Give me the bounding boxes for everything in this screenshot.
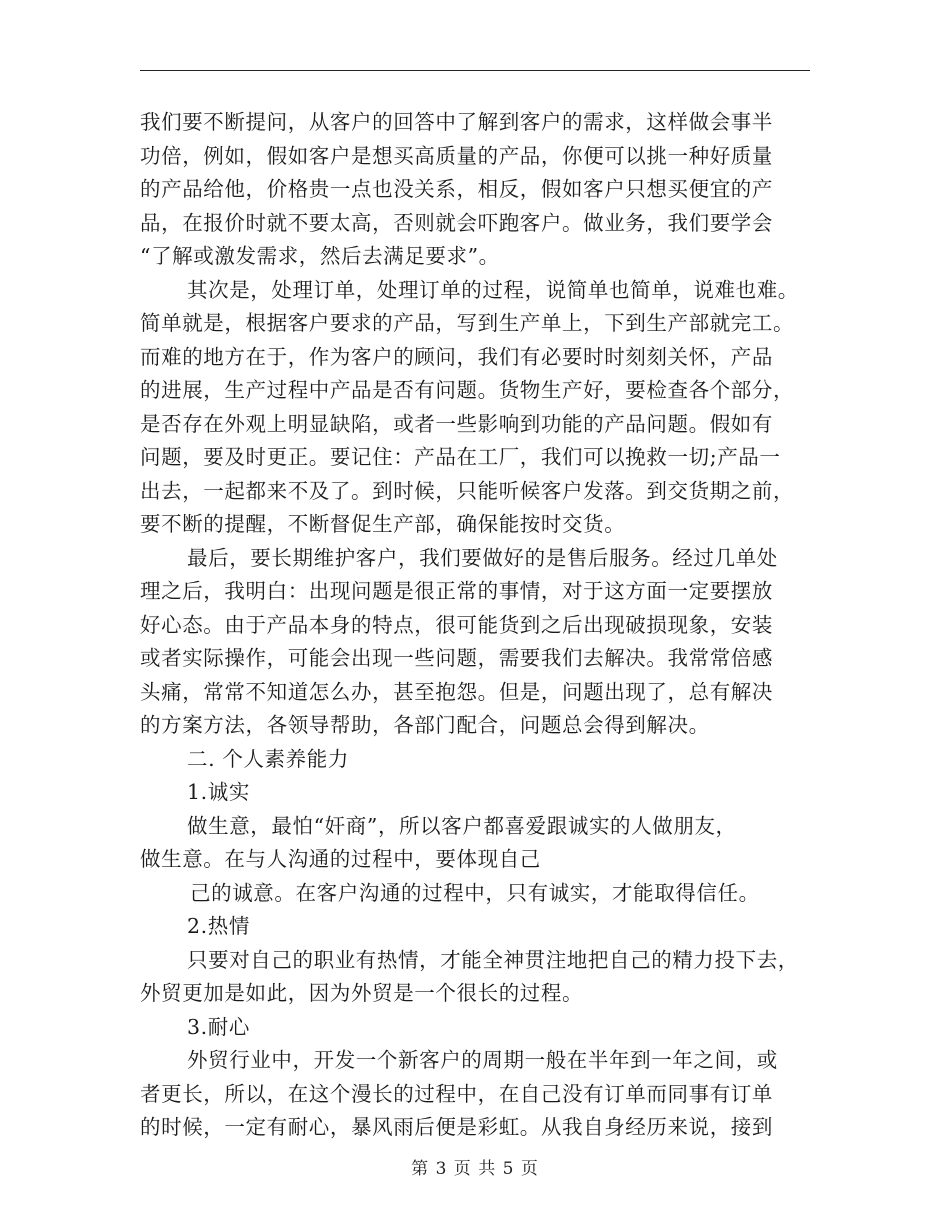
subsection-heading: 2.热情 <box>187 914 250 938</box>
text-line: 者更长，所以，在这个漫长的过程中，在自己没有订单而同事有订单 <box>140 1081 773 1106</box>
text-line: 做生意。在与人沟通的过程中，要体现自己 <box>140 847 541 871</box>
paragraph-first-line: 其次是，处理订单，处理订单的过程，说简单也简单，说难也难。 <box>187 277 799 302</box>
section-heading: 二. 个人素养能力 <box>187 746 349 771</box>
text-line: 头痛，常常不知道怎么办，甚至抱怨。但是，问题出现了，总有解决 <box>140 679 773 704</box>
page-number-footer: 第 3 页 共 5 页 <box>411 1159 539 1179</box>
text-line: 出去，一起都来不及了。到时候，只能听候客户发落。到交货期之前， <box>140 478 795 503</box>
text-line: 的进展，生产过程中产品是否有问题。货物生产好，要检查各个部分， <box>140 378 795 402</box>
text-line: 好心态。由于产品本身的特点，很可能货到之后出现破损现象，安装 <box>140 612 773 637</box>
text-line: 或者实际操作，可能会出现一些问题，需要我们去解决。我常常倍感 <box>140 646 773 670</box>
paragraph-first-line: 外贸行业中，开发一个新客户的周期一般在半年到一年之间，或 <box>187 1048 778 1072</box>
text-line: 功倍，例如，假如客户是想买高质量的产品，你便可以挑一种好质量 <box>140 143 773 168</box>
text-line: 己的诚意。在客户沟通的过程中，只有诚实，才能取得信任。 <box>190 880 760 905</box>
text-line: 而难的地方在于，作为客户的顾问，我们有必要时时刻刻关怀，产品 <box>140 344 773 369</box>
text-line: 外贸更加是如此，因为外贸是一个很长的过程。 <box>140 981 584 1005</box>
text-line: 的时候，一定有耐心，暴风雨后便是彩虹。从我自身经历来说，接到 <box>140 1115 773 1139</box>
paragraph-first-line: 只要对自己的职业有热情，才能全神贯注地把自己的精力投下去， <box>187 947 799 972</box>
paragraph-first-line: 最后，要长期维护客户，我们要做好的是售后服务。经过几单处 <box>187 545 778 570</box>
paragraph-first-line: 做生意，最怕“奸商”，所以客户都喜爱跟诚实的人做朋友， <box>187 813 737 838</box>
text-line: “了解或激发需求，然后去满足要求”。 <box>140 244 500 268</box>
text-line: 我们要不断提问，从客户的回答中了解到客户的需求，这样做会事半 <box>140 110 773 134</box>
subsection-heading: 1.诚实 <box>187 780 250 804</box>
text-line: 理之后，我明白：出现问题是很正常的事情，对于这方面一定要摆放 <box>140 579 773 603</box>
text-line: 的产品给他，价格贵一点也没关系，相反，假如客户只想买便宜的产 <box>140 177 773 201</box>
text-line: 的方案方法，各领导帮助，各部门配合，问题总会得到解决。 <box>140 713 710 737</box>
text-line: 是否存在外观上明显缺陷，或者一些影响到功能的产品问题。假如有 <box>140 411 773 436</box>
text-line: 简单就是，根据客户要求的产品，写到生产单上，下到生产部就完工。 <box>140 311 795 335</box>
header-rule <box>140 70 810 71</box>
document-body <box>140 106 812 1145</box>
text-line: 问题，要及时更正。要记住：产品在工厂，我们可以挽救一切;产品一 <box>140 445 781 469</box>
text-line: 要不断的提醒，不断督促生产部，确保能按时交货。 <box>140 512 626 536</box>
subsection-heading: 3.耐心 <box>187 1014 250 1039</box>
text-line: 品，在报价时就不要太高，否则就会吓跑客户。做业务，我们要学会 <box>140 210 773 235</box>
